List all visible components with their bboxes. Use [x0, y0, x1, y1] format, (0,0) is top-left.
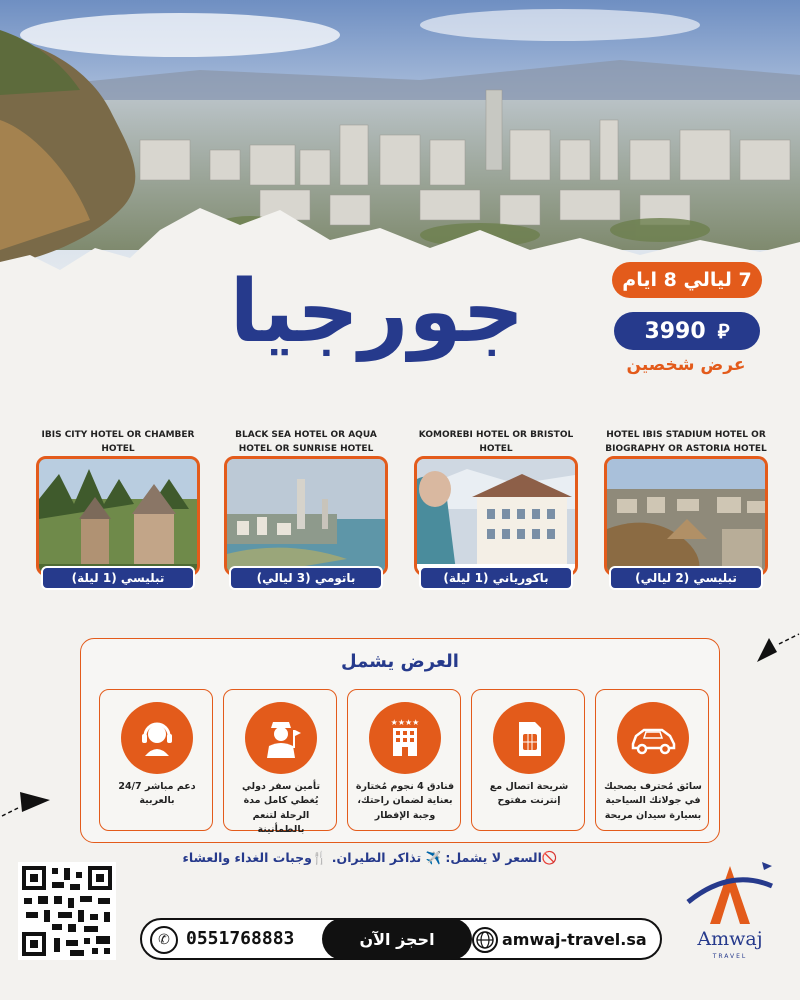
hero-city-photo	[0, 0, 800, 300]
globe-icon	[472, 927, 498, 953]
paper-plane-arrow-icon	[755, 630, 800, 665]
includes-box	[80, 638, 720, 843]
brand-name: Amwaj	[697, 928, 763, 950]
destination-title: جورجيا	[229, 262, 525, 362]
contact-bar	[140, 918, 662, 960]
paper-plane-arrow-icon	[0, 790, 52, 820]
include-card	[99, 689, 213, 831]
includes-title: العرض يشمل	[341, 651, 459, 672]
tbilisi-old-town-photo	[604, 456, 768, 576]
include-text: تأمين سفر دولي يُغطي كامل مدة الرحلة لتنعم بالطمأنينة	[241, 781, 321, 835]
include-text: شريحة اتصال مع إنترنت مفتوح	[489, 781, 569, 807]
book-now-button[interactable]: احجز الآن	[322, 918, 472, 960]
car-icon	[617, 702, 689, 774]
include-text: سائق مُحترف يصحبك في جولاتك السياحية بسيارة سيدان مريحة	[604, 781, 702, 821]
hotel-city-label: تبليسي (2 ليالي)	[609, 566, 763, 590]
hotel-city-label: تبليسي (1 ليلة)	[41, 566, 195, 590]
svg-text:★★★★: ★★★★	[390, 718, 420, 727]
hotel-name: BLACK SEA HOTEL OR AQUA HOTEL OR SUNRISE HOTEL	[235, 430, 377, 454]
hotel-icon	[369, 702, 441, 774]
sim-card-icon	[493, 702, 565, 774]
website-link[interactable]: amwaj-travel.sa	[502, 930, 647, 949]
phone-icon[interactable]: ✆	[150, 926, 178, 954]
batumi-coast-photo	[224, 456, 388, 576]
include-text: دعم مباشر 24/7 بالعربية	[118, 781, 196, 807]
hotel-card	[218, 420, 394, 585]
offer-for-label: عرض شخصين	[626, 355, 746, 375]
hotel-name: KOMOREBI HOTEL OR BRISTOL HOTEL	[418, 430, 574, 454]
not-included-note: 🚫السعر لا يشمل: ✈️ تذاكر الطيران. 🍴وجبات الغداء والعشاء	[182, 850, 558, 865]
hotel-city-label: باكورياني (1 ليلة)	[419, 566, 573, 590]
price-badge	[614, 312, 760, 350]
phone-number[interactable]: 0551768883	[186, 928, 295, 949]
duration-badge: 7 ليالي 8 ايام	[612, 262, 762, 298]
amwaj-logo	[680, 858, 780, 968]
hotel-name: IBIS CITY HOTEL OR CHAMBER HOTEL	[41, 430, 195, 454]
include-card	[471, 689, 585, 831]
hotel-name: HOTEL IBIS STADIUM HOTEL OR BIOGRAPHY OR ASTORIA HOTEL	[605, 430, 767, 454]
tour-guide-icon	[245, 702, 317, 774]
include-card	[223, 689, 337, 835]
church-photo	[36, 456, 200, 576]
include-card	[347, 689, 461, 831]
include-text: فنادق 4 نجوم مُختارة بعناية لضمان راحتك، وجبة الإفطار	[355, 781, 455, 821]
include-card	[595, 689, 709, 831]
price-value: 3990	[644, 318, 706, 344]
hotel-card	[598, 420, 774, 585]
snow-hotel-photo	[414, 456, 578, 576]
hotel-city-label: باتومي (3 ليالي)	[229, 566, 383, 590]
riyal-currency-icon: ⃁	[717, 319, 730, 343]
qr-code[interactable]	[18, 862, 116, 960]
brand-subtitle: TRAVEL	[712, 953, 748, 960]
hotel-card	[408, 420, 584, 585]
headset-support-icon	[121, 702, 193, 774]
hotel-card	[30, 420, 206, 585]
